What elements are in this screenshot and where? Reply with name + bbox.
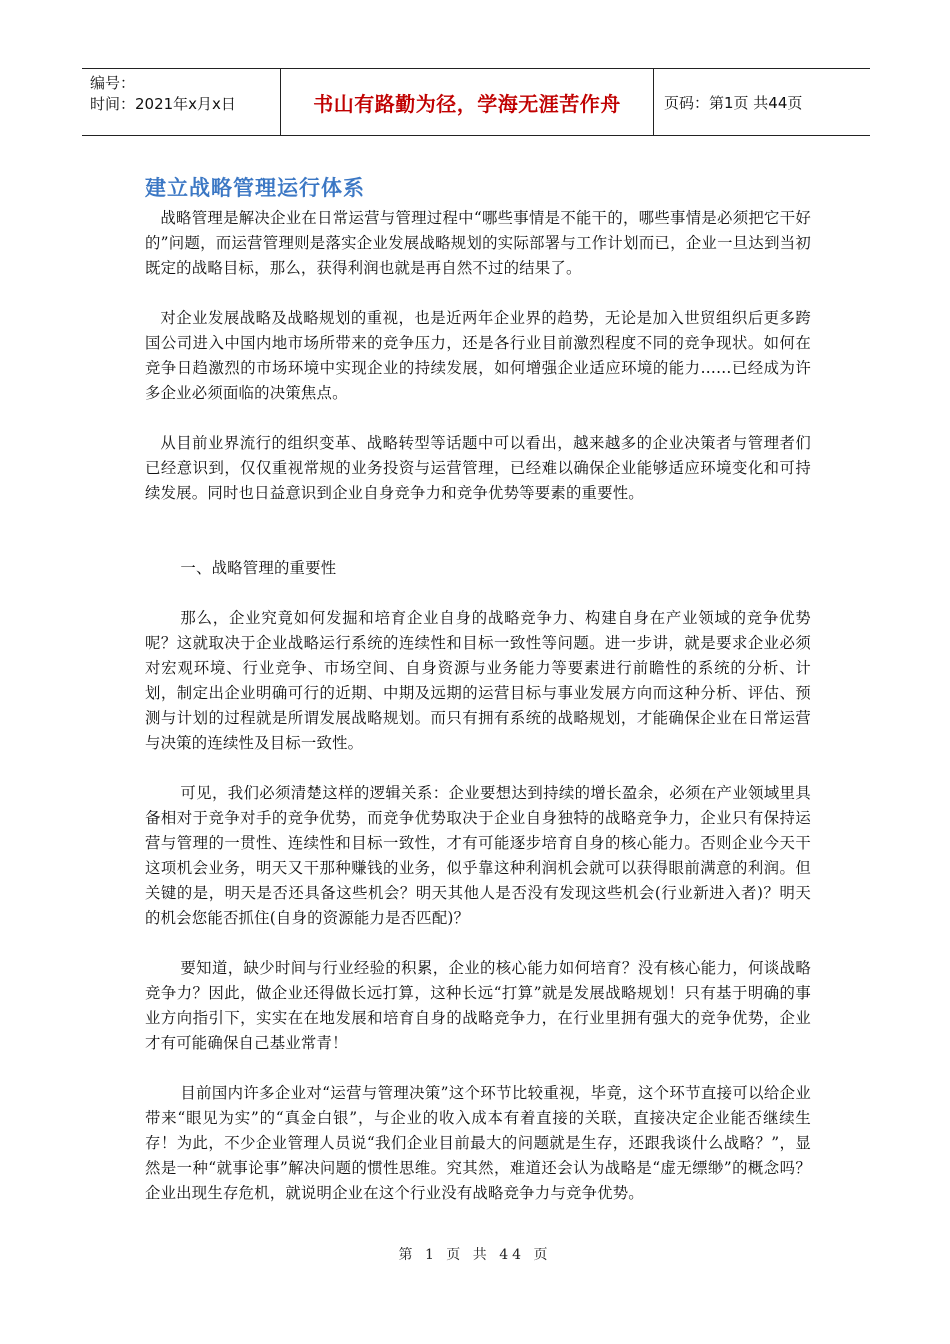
section-heading: 一、战略管理的重要性 <box>180 559 337 577</box>
paragraph: 从目前业界流行的组织变革、战略转型等话题中可以看出，越来越多的企业决策者与管理者们已经意识到，仅仅重视常规的业务投资与运营管理，已经难以确保企业能够适应环境变化和可持续发展。同时也日益意识到企业自身竞争力和竞争优势等要素的重要性。 <box>145 434 811 502</box>
page-footer: 第 1 页 共 44 页 <box>398 1247 552 1263</box>
header-table <box>82 68 870 136</box>
paragraph: 战略管理是解决企业在日常运营与管理过程中“哪些事情是不能干的，哪些事情是必须把它干好的”问题，而运营管理则是落实企业发展战略规划的实际部署与工作计划而已，企业一旦达到当初既定的战略目标，那么，获得利润也就是再自然不过的结果了。 <box>145 209 811 277</box>
header-motto: 书山有路勤为径，学海无涯苦作舟 <box>280 69 654 135</box>
paragraph: 可见，我们必须清楚这样的逻辑关系：企业要想达到持续的增长盈余，必须在产业领域里具备相对于竞争对手的竞争优势，而竞争优势取决于企业自身独特的战略竞争力，企业只有保持运营与管理的一贯性、连续性和目标一致性，才有可能逐步培育自身的核心能力。否则企业今天干这项机会业务，明天又干那种赚钱的业务，似乎靠这种利润机会就可以获得眼前满意的利润。但关键的是，明天是否还具备这些机会？明天其他人是否没有发现这些机会(行业新进入者)？明天的机会您能否抓住(自身的资源能力是否匹配)？ <box>145 784 811 927</box>
paragraph: 目前国内许多企业对“运营与管理决策”这个环节比较重视，毕竟，这个环节直接可以给企业带来“眼见为实”的“真金白银”，与企业的收入成本有着直接的关联，直接决定企业能否继续生存！为此，不少企业管理人员说“我们企业目前最大的问题就是生存，还跟我谈什么战略？”，显然是一种“就事论事”解决问题的惯性思维。究其然，难道还会认为战略是“虚无缥缈”的概念吗？企业出现生存危机，就说明企业在这个行业没有战略竞争力与竞争优势。 <box>145 1084 811 1202</box>
document-body <box>145 206 811 1206</box>
header-page-info: 页码：第1页 共44页 <box>664 93 803 112</box>
paragraph: 要知道，缺少时间与行业经验的积累，企业的核心能力如何培育？没有核心能力，何谈战略竞争力？因此，做企业还得做长远打算，这种长远“打算”就是发展战略规划！只有基于明确的事业方向指引下，实实在在地发展和培育自身的战略竞争力，在行业里拥有强大的竞争优势，企业才有可能确保自己基业常青！ <box>145 959 811 1052</box>
header-meta <box>82 69 280 135</box>
document-number-label: 编号： <box>90 74 136 92</box>
paragraph: 那么，企业究竟如何发掘和培育企业自身的战略竞争力、构建自身在产业领域的竞争优势呢？这就取决于企业战略运行系统的连续性和目标一致性等问题。进一步讲，就是要求企业必须对宏观环境、行业竞争、市场空间、自身资源与业务能力等要素进行前瞻性的系统的分析、计划，制定出企业明确可行的近期、中期及远期的运营目标与事业发展方向而这种分析、评估、预测与计划的过程就是所谓发展战略规划。而只有拥有系统的战略规划，才能确保企业在日常运营与决策的连续性及目标一致性。 <box>145 609 811 752</box>
document-date: 时间：2021年x月x日 <box>90 95 236 113</box>
paragraph: 对企业发展战略及战略规划的重视，也是近两年企业界的趋势，无论是加入世贸组织后更多跨国公司进入中国内地市场所带来的竞争压力，还是各行业目前激烈程度不同的竞争现状。如何在竞争日趋激烈的市场环境中实现企业的持续发展，如何增强企业适应环境的能力……已经成为许多企业必须面临的决策焦点。 <box>145 309 811 402</box>
document-title: 建立战略管理运行体系 <box>145 176 365 200</box>
